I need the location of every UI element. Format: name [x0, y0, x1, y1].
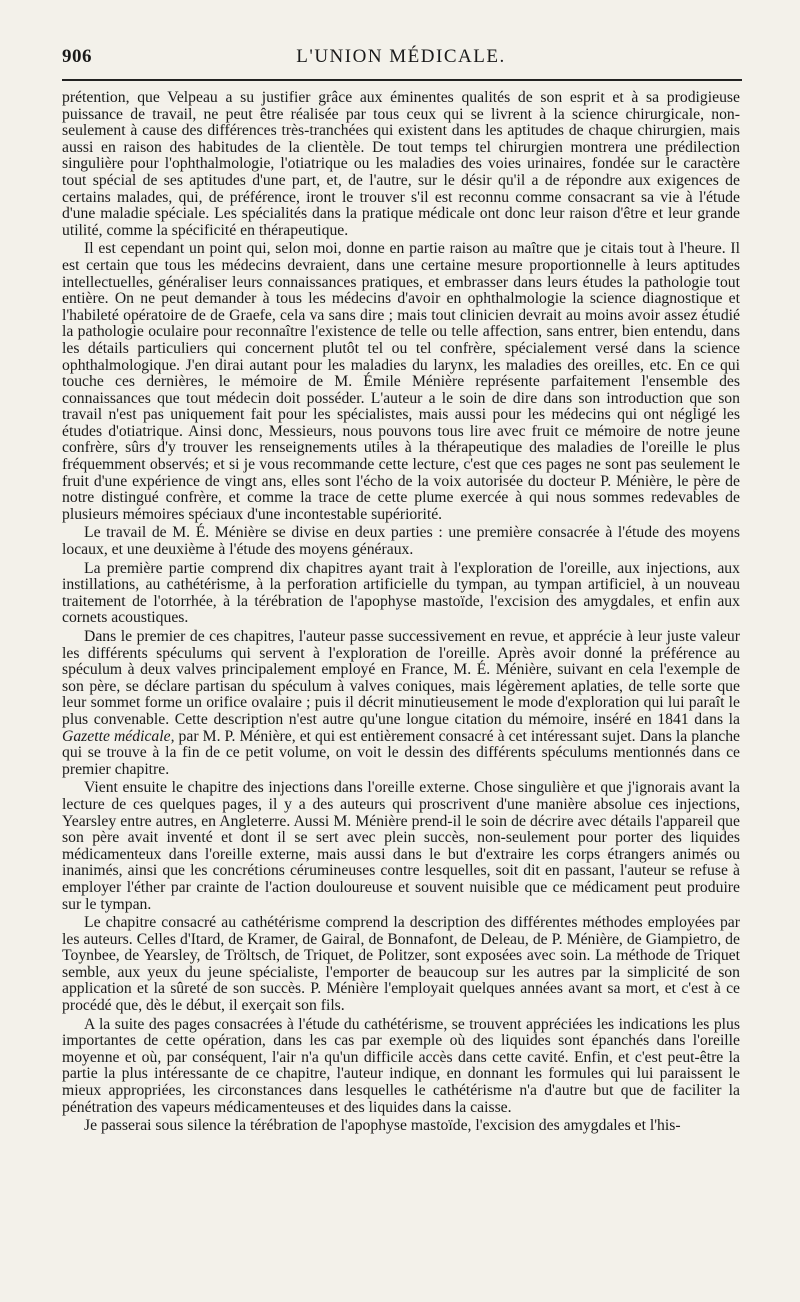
page-number: 906: [62, 46, 92, 67]
paragraph: Je passerai sous silence la térébration de l'apophyse mastoïde, l'excision des amygdales et l'his-: [84, 1117, 681, 1135]
journal-citation: Gazette médicale,: [62, 727, 175, 745]
running-header: [62, 46, 740, 74]
paragraph: La première partie comprend dix chapitres ayant trait à l'exploration de l'oreille, aux injections, aux instillations, au cathétérisme, à la perforation artificielle du tympan, au tympan artificiel, à un nouveau traitement de l'otorrhée, à la térébration de l'apophyse mastoïde, l'excision des amygdales, et enfin aux cornets acoustiques.: [62, 559, 740, 627]
paragraph: Vient ensuite le chapitre des injections dans l'oreille externe. Chose singulière et que j'ignorais avant la lecture de ces quelques pages, il y a des auteurs qui proscrivent d'une manière absolue ces injections, Yearsley entre autres, en Angleterre. Aussi M. Ménière prend-il le soin de décrire avec détails l'appareil que son père avait inventé et dont il se sert avec plein succès, non-seulement pour porter des liquides médicamenteux dans l'oreille externe, mais aussi dans le but d'extraire les corps étrangers animés ou inanimés, ainsi que les concrétions cérumineuses contre lesquelles, soit dit en passant, l'auteur se refuse à employer l'éther par crainte de l'action douloureuse et souvent nuisible que ce médicament peut produire sur le tympan.: [62, 779, 740, 913]
paragraph-continuation: prétention, que Velpeau a su justifier grâce aux éminentes qualités de son esprit et à sa prodigieuse puissance de travail, ne peut être réalisée par tous ceux qui se livrent à la science chirurgicale, non-seulement à cause des différences très-tranchées qui existent dans les aptitudes de chaque chirurgien, mais aussi en raison des habitudes de la clientèle. De tout temps tel chirurgien montrera une prédilection singulière pour l'ophthalmologie, l'otiatrique ou les maladies des voies urinaires, fondée sur le caractère tout spécial de ses aptitudes d'une part, et, de l'autre, sur le désir qu'il a de répondre aux exigences de certains malades, qui, de préférence, iront le trouver s'il est reconnu comme consacrant sa vie à l'étude d'une maladie spéciale. Les spécialités dans la pratique médicale ont donc leur raison d'être et leur grande utilité, comme la spécificité en thérapeutique.: [62, 89, 740, 239]
header-rule: [62, 79, 742, 81]
article-body: [62, 90, 740, 1137]
paragraph-text: Dans le premier de ces chapitres, l'auteur passe successivement en revue, et apprécie à leur juste valeur les différents spéculums qui servent à l'exploration de l'oreille. Après avoir donné la préférence au spéculum à deux valves principalement employé en France, M. É. Ménière, suivant en cela l'exemple de son père, se déclare partisan du spéculum à valves coniques, mais légèrement aplaties, de telle sorte que leur sommet forme un orifice ovalaire ; puis il décrit minutieusement le mode d'exploration qui lui paraît le plus convenable. Cette description n'est autre qu'une longue citation du mémoire, inséré en 1841 dans la: [62, 628, 740, 728]
paragraph: A la suite des pages consacrées à l'étude du cathétérisme, se trouvent appréciées les indications les plus importantes de cette opération, dans les cas par exemple où des liquides sont épanchés dans l'oreille moyenne et où, par conséquent, l'air n'a qu'un difficile accès dans cette cavité. Enfin, et c'est peut-être la partie la plus intéressante de ce chapitre, l'auteur indique, en donnant les formules qui lui paraissent le mieux appropriées, les circonstances dans lesquelles le cathétérisme n'a d'autre but que de faciliter la pénétration des vapeurs médicamenteuses et des liquides dans la caisse.: [62, 1015, 740, 1116]
paragraph: [62, 629, 740, 778]
paragraph: Il est cependant un point qui, selon moi, donne en partie raison au maître que je citais tout à l'heure. Il est certain que tous les médecins devraient, dans une certaine mesure proportionnelle à leurs aptitudes intellectuelles, généraliser leurs connaissances pratiques, et embrasser dans leurs études la pathologie tout entière. On ne peut demander à tous les médecins d'avoir en ophthalmologie la science diagnostique et l'habileté opératoire de de Graefe, cela va sans dire ; mais tout clinicien devrait au moins avoir assez étudié la pathologie oculaire pour reconnaître l'existence de telle ou telle affection, sans entrer, bien entendu, dans les détails particuliers qui concernent plutôt tel ou tel confrère, spécialement versé dans la science ophthalmologique. J'en dirai autant pour les maladies du larynx, les maladies des oreilles, etc. En ce qui touche ces dernières, le mémoire de M. Émile Ménière représente parfaitement l'ensemble des connaissances que tout médecin doit posséder. L'auteur a le soin de dire dans son introduction que son travail n'est pas uniquement fait pour les spécialistes, mais aussi pour les médecins qui ont négligé les études d'otiatrique. Ainsi donc, Messieurs, nous pouvons tous lire avec fruit ce mémoire de notre jeune confrère, sûrs d'y trouver les renseignements utiles à la thérapeutique des maladies de l'oreille le plus fréquemment observés; et si je vous recommande cette lecture, c'est que ces pages ne sont pas seulement le fruit d'une expérience de vingt ans, elles sont l'écho de la voix autorisée du docteur P. Ménière, le père de notre distingué confrère, et comme la trace de cette plume exercée à qui nous sommes redevables de plusieurs mémoires spéciaux d'une incontestable supériorité.: [62, 240, 740, 523]
paragraph: Le travail de M. É. Ménière se divise en deux parties : une première consacrée à l'étude des moyens locaux, et une deuxième à l'étude des moyens généraux.: [62, 524, 740, 559]
paragraph-text: par M. P. Ménière, et qui est entièrement consacré à cet intéressant sujet. Dans la planche qui se trouve à la fin de ce petit volume, on voit le dessin des différents spéculums mentionnés dans ce premier chapitre.: [62, 727, 741, 778]
paragraph: Le chapitre consacré au cathétérisme comprend la description des différentes méthodes employées par les auteurs. Celles d'Itard, de Kramer, de Gairal, de Bonnafont, de Deleau, de P. Ménière, de Giampietro, de Toynbee, de Yearsley, de Tröltsch, de Triquet, de Politzer, sont exposées avec soin. La méthode de Triquet semble, aux yeux du jeune spécialiste, l'emporter de beaucoup sur les autres par la simplicité de son application et la sûreté de son succès. P. Ménière l'employait quelques années avant sa mort, et c'est à ce procédé que, dès le début, il exerçait son fils.: [62, 914, 740, 1015]
journal-title: L'UNION MÉDICALE.: [296, 46, 506, 67]
